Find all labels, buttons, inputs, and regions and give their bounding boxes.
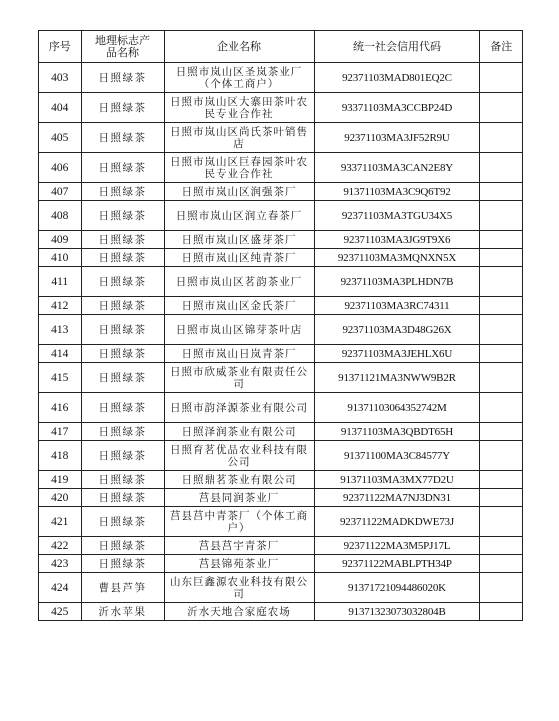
row-seq-cell: 404: [39, 93, 82, 123]
table-row: [39, 345, 523, 363]
row-enterprise-cell: 日照市岚山区巨春园茶叶农民专业合作社: [164, 153, 314, 183]
row-note-cell: [480, 471, 523, 489]
table-row: [39, 267, 523, 297]
row-seq-cell: 413: [39, 315, 82, 345]
row-note-cell: [480, 363, 523, 393]
row-credit-code-cell: 93371103MA3CAN2E8Y: [314, 153, 480, 183]
table-row: [39, 153, 523, 183]
header-credit-code: 统一社会信用代码: [314, 31, 480, 63]
row-credit-code-cell: 92371103MA3PLHDN7B: [314, 267, 480, 297]
row-credit-code-cell: 92371122MA3M5PJ17L: [314, 537, 480, 555]
row-enterprise-cell: 日照市岚山区圣岚茶业厂（个体工商户）: [164, 63, 314, 93]
row-note-cell: [480, 183, 523, 201]
row-credit-code-cell: 92371103MA3JG9T9X6: [314, 231, 480, 249]
table-row: [39, 201, 523, 231]
row-seq-cell: 418: [39, 441, 82, 471]
row-geo-product-cell: 日照绿茶: [81, 201, 164, 231]
row-credit-code-cell: 92371103MA3JF52R9U: [314, 123, 480, 153]
row-note-cell: [480, 537, 523, 555]
row-geo-product-cell: 日照绿茶: [81, 183, 164, 201]
row-enterprise-cell: 日照市岚山区润强茶厂: [164, 183, 314, 201]
row-credit-code-cell: 92371122MADKDWE73J: [314, 507, 480, 537]
row-seq-cell: 403: [39, 63, 82, 93]
row-credit-code-cell: 92371103MAD801EQ2C: [314, 63, 480, 93]
row-enterprise-cell: 日照市岚山区锦芽茶叶店: [164, 315, 314, 345]
row-enterprise-cell: 莒县莒中青茶厂（个体工商户）: [164, 507, 314, 537]
row-enterprise-cell: 日照市岚山区纯青茶厂: [164, 249, 314, 267]
row-note-cell: [480, 441, 523, 471]
row-seq-cell: 425: [39, 603, 82, 621]
row-note-cell: [480, 345, 523, 363]
row-enterprise-cell: 日照市岚山日岚青茶厂: [164, 345, 314, 363]
row-geo-product-cell: 日照绿茶: [81, 267, 164, 297]
row-note-cell: [480, 93, 523, 123]
table-row: [39, 573, 523, 603]
row-credit-code-cell: 92371103MA3MQNXN5X: [314, 249, 480, 267]
table-row: [39, 297, 523, 315]
row-geo-product-cell: 日照绿茶: [81, 153, 164, 183]
row-credit-code-cell: 91371100MA3C84577Y: [314, 441, 480, 471]
row-seq-cell: 417: [39, 423, 82, 441]
row-credit-code-cell: 92371103MA3JEHLX6U: [314, 345, 480, 363]
row-enterprise-cell: 日照市岚山区润立春茶厂: [164, 201, 314, 231]
header-enterprise: 企业名称: [164, 31, 314, 63]
row-seq-cell: 406: [39, 153, 82, 183]
row-geo-product-cell: 日照绿茶: [81, 393, 164, 423]
row-geo-product-cell: 日照绿茶: [81, 537, 164, 555]
row-enterprise-cell: 日照泽润茶业有限公司: [164, 423, 314, 441]
row-geo-product-cell: 日照绿茶: [81, 555, 164, 573]
table-header-row: [39, 31, 523, 63]
table-row: [39, 231, 523, 249]
row-enterprise-cell: 日照市岚山区茗韵茶业厂: [164, 267, 314, 297]
row-credit-code-cell: 92371122MABLPTH34P: [314, 555, 480, 573]
row-enterprise-cell: 日照市岚山区金氏茶厂: [164, 297, 314, 315]
row-enterprise-cell: 莒县锦苑茶业厂: [164, 555, 314, 573]
table-row: [39, 63, 523, 93]
row-seq-cell: 407: [39, 183, 82, 201]
row-credit-code-cell: 91371323073032804B: [314, 603, 480, 621]
row-credit-code-cell: 91371121MA3NWW9B2R: [314, 363, 480, 393]
row-geo-product-cell: 日照绿茶: [81, 297, 164, 315]
row-geo-product-cell: 日照绿茶: [81, 249, 164, 267]
table-row: [39, 489, 523, 507]
header-note: 备注: [480, 31, 523, 63]
row-note-cell: [480, 507, 523, 537]
row-enterprise-cell: 日照市岚山区盛芽茶厂: [164, 231, 314, 249]
row-note-cell: [480, 603, 523, 621]
enterprise-table: [38, 30, 523, 621]
table-row: [39, 555, 523, 573]
row-geo-product-cell: 日照绿茶: [81, 423, 164, 441]
row-enterprise-cell: 日照鼎茗茶业有限公司: [164, 471, 314, 489]
row-seq-cell: 410: [39, 249, 82, 267]
row-geo-product-cell: 日照绿茶: [81, 315, 164, 345]
row-credit-code-cell: 92371103MA3D48G26X: [314, 315, 480, 345]
row-seq-cell: 415: [39, 363, 82, 393]
table-row: [39, 603, 523, 621]
table-row: [39, 93, 523, 123]
row-note-cell: [480, 123, 523, 153]
row-note-cell: [480, 201, 523, 231]
table-row: [39, 315, 523, 345]
header-seq: 序号: [39, 31, 82, 63]
row-seq-cell: 405: [39, 123, 82, 153]
row-note-cell: [480, 267, 523, 297]
row-credit-code-cell: 91371103MA3MX77D2U: [314, 471, 480, 489]
row-note-cell: [480, 555, 523, 573]
row-seq-cell: 421: [39, 507, 82, 537]
row-note-cell: [480, 153, 523, 183]
row-seq-cell: 412: [39, 297, 82, 315]
row-credit-code-cell: 91371103064352742M: [314, 393, 480, 423]
row-enterprise-cell: 日照市岚山区大寨田茶叶农民专业合作社: [164, 93, 314, 123]
table-row: [39, 183, 523, 201]
row-credit-code-cell: 91371103MA3C9Q6T92: [314, 183, 480, 201]
row-seq-cell: 420: [39, 489, 82, 507]
table-row: [39, 537, 523, 555]
row-note-cell: [480, 297, 523, 315]
row-geo-product-cell: 日照绿茶: [81, 363, 164, 393]
row-geo-product-cell: 曹县芦笋: [81, 573, 164, 603]
row-note-cell: [480, 393, 523, 423]
row-enterprise-cell: 莒县莒宇青茶厂: [164, 537, 314, 555]
row-note-cell: [480, 489, 523, 507]
row-seq-cell: 423: [39, 555, 82, 573]
row-geo-product-cell: 日照绿茶: [81, 471, 164, 489]
row-note-cell: [480, 573, 523, 603]
table-row: [39, 393, 523, 423]
row-enterprise-cell: 山东巨鑫源农业科技有限公司: [164, 573, 314, 603]
table-row: [39, 507, 523, 537]
row-geo-product-cell: 沂水苹果: [81, 603, 164, 621]
row-geo-product-cell: 日照绿茶: [81, 93, 164, 123]
header-geo-product: [81, 31, 164, 63]
row-note-cell: [480, 315, 523, 345]
table-row: [39, 249, 523, 267]
row-enterprise-cell: 日照市岚山区尚氏茶叶销售店: [164, 123, 314, 153]
row-credit-code-cell: 91371103MA3QBDT65H: [314, 423, 480, 441]
row-enterprise-cell: 沂水天地合家庭农场: [164, 603, 314, 621]
row-credit-code-cell: 93371103MA3CCBP24D: [314, 93, 480, 123]
row-credit-code-cell: 92371122MA7NJ3DN31: [314, 489, 480, 507]
row-seq-cell: 424: [39, 573, 82, 603]
row-credit-code-cell: 92371103MA3TGU34X5: [314, 201, 480, 231]
row-geo-product-cell: 日照绿茶: [81, 63, 164, 93]
row-geo-product-cell: 日照绿茶: [81, 507, 164, 537]
row-note-cell: [480, 63, 523, 93]
row-enterprise-cell: 日照市韵泽源茶业有限公司: [164, 393, 314, 423]
table-row: [39, 123, 523, 153]
row-seq-cell: 409: [39, 231, 82, 249]
table-row: [39, 423, 523, 441]
row-geo-product-cell: 日照绿茶: [81, 345, 164, 363]
table-row: [39, 441, 523, 471]
row-seq-cell: 419: [39, 471, 82, 489]
row-seq-cell: 416: [39, 393, 82, 423]
row-enterprise-cell: 日照市欣威茶业有限责任公司: [164, 363, 314, 393]
row-credit-code-cell: 92371103MA3RC74311: [314, 297, 480, 315]
row-note-cell: [480, 231, 523, 249]
header-geo-product-text: 地理标志产品名称: [95, 33, 151, 59]
row-geo-product-cell: 日照绿茶: [81, 231, 164, 249]
row-seq-cell: 408: [39, 201, 82, 231]
row-seq-cell: 411: [39, 267, 82, 297]
row-credit-code-cell: 91371721094486020K: [314, 573, 480, 603]
table-row: [39, 363, 523, 393]
row-geo-product-cell: 日照绿茶: [81, 123, 164, 153]
row-geo-product-cell: 日照绿茶: [81, 441, 164, 471]
row-note-cell: [480, 249, 523, 267]
row-enterprise-cell: 莒县同润茶业厂: [164, 489, 314, 507]
row-enterprise-cell: 日照育茗优品农业科技有限公司: [164, 441, 314, 471]
row-note-cell: [480, 423, 523, 441]
table-row: [39, 471, 523, 489]
row-seq-cell: 414: [39, 345, 82, 363]
row-geo-product-cell: 日照绿茶: [81, 489, 164, 507]
row-seq-cell: 422: [39, 537, 82, 555]
